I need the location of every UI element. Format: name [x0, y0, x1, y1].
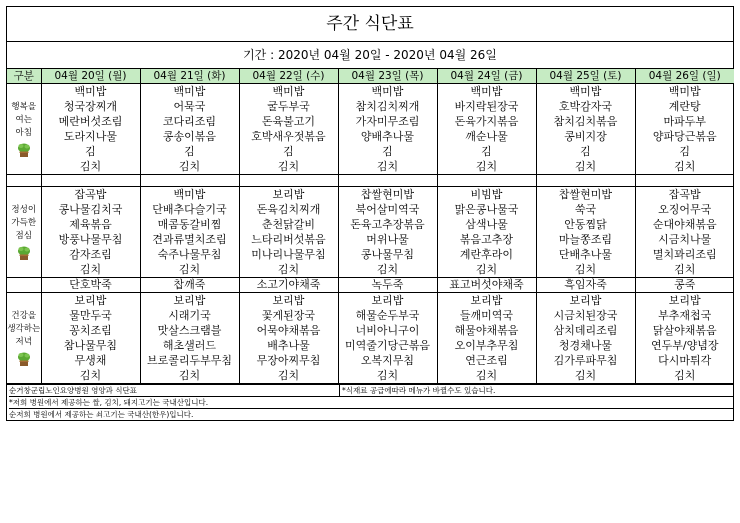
- menu-item: 너비아니구이: [355, 324, 420, 337]
- day-header: 04월 22일 (수): [239, 69, 338, 84]
- menu-item: 김치: [674, 369, 696, 382]
- menu-item: 해초샐러드: [162, 339, 217, 352]
- menu-item: 김치: [178, 263, 201, 276]
- menu-item: 김: [679, 145, 691, 158]
- menu-item: 보리밥: [470, 294, 503, 307]
- menu-item: 맑은콩나물국: [454, 203, 519, 216]
- meal-label-line: 정성이: [11, 204, 37, 215]
- menu-item: 닭살야채볶음: [652, 324, 717, 337]
- breakfast-day-cell: [338, 84, 437, 175]
- menu-item: 김치: [376, 263, 399, 276]
- menu-item: 호박새우젓볶음: [251, 130, 326, 143]
- menu-item: 연근조림: [465, 354, 508, 367]
- menu-item: 꽁치조림: [69, 324, 112, 337]
- menu-item: 김치: [79, 160, 102, 173]
- menu-item: 단배추다슬기국: [152, 203, 227, 216]
- menu-item: 백미밥: [74, 85, 107, 98]
- menu-item: 보리밥: [272, 188, 305, 201]
- menu-item: 청국장찌개: [63, 100, 118, 113]
- dinner-day-cell: [635, 293, 734, 384]
- menu-item: 계란후라이: [459, 248, 514, 261]
- potted-plant-icon: [16, 245, 32, 261]
- beef-origin-note: 순저희 병원에서 제공하는 쇠고기는 국내산(한우)입니다.: [9, 410, 194, 419]
- menu-item: 김치: [674, 160, 696, 173]
- menu-item: 김: [382, 145, 393, 158]
- menu-item: 삼치데리조림: [553, 324, 618, 337]
- menu-item: 오이부추무침: [454, 339, 519, 352]
- rice-origin-note: *저희 병원에서 제공하는 쌀, 김치, 돼지고기는 국내산입니다.: [9, 397, 733, 409]
- menu-item: 마파두부: [663, 115, 706, 128]
- dinner-row: [7, 293, 734, 384]
- potted-plant-icon: [16, 142, 32, 158]
- menu-item: 돈육가지볶음: [454, 115, 519, 128]
- lunch-day-cell: [239, 187, 338, 278]
- day-header: 04월 20일 (월): [41, 69, 140, 84]
- menu-item: 김: [85, 145, 96, 158]
- menu-item: 어묵국: [173, 100, 206, 113]
- menu-item: 연두부/양념장: [651, 339, 719, 352]
- menu-item: 볶음고추장: [459, 233, 514, 246]
- breakfast-day-cell: [239, 84, 338, 175]
- menu-item: 맛살스크램블: [157, 324, 222, 337]
- supply-note: *식재료 공급에따라 메뉴가 바뀔수도 있습니다.: [342, 386, 496, 395]
- meal-label-line: 여는: [15, 114, 32, 125]
- menu-item: 미역줄기당근볶음: [344, 339, 430, 352]
- menu-sheet: [6, 6, 734, 421]
- porridge-row: [7, 278, 734, 293]
- menu-item: 마늘쫑조림: [558, 233, 613, 246]
- menu-item: 김치: [475, 369, 498, 382]
- porridge-item: 흑임자죽: [536, 278, 635, 293]
- porridge-item: 콩죽: [635, 278, 734, 293]
- menu-item: 제육볶음: [69, 218, 112, 231]
- menu-item: 들깨미역국: [459, 309, 514, 322]
- menu-item: 꽃게된장국: [261, 309, 316, 322]
- menu-item: 김: [580, 145, 591, 158]
- lunch-day-cell: [41, 187, 140, 278]
- potted-plant-icon: [16, 351, 32, 367]
- meal-label-line: 건강을: [11, 310, 37, 321]
- menu-item: 참나물무침: [63, 339, 118, 352]
- lunch-day-cell: [536, 187, 635, 278]
- menu-item: 보리밥: [272, 294, 305, 307]
- menu-item: 견과류멸치조림: [152, 233, 227, 246]
- dinner-label: [7, 293, 41, 384]
- menu-item: 김: [481, 145, 492, 158]
- menu-item: 보리밥: [74, 294, 107, 307]
- menu-item: 김치: [178, 369, 201, 382]
- menu-item: 김: [184, 145, 195, 158]
- menu-item: 양파당근볶음: [652, 130, 717, 143]
- menu-item: 김치: [277, 369, 300, 382]
- menu-item: 해물순두부국: [355, 309, 420, 322]
- menu-item: 무생채: [74, 354, 107, 367]
- menu-item: 쑥국: [574, 203, 597, 216]
- dinner-day-cell: [239, 293, 338, 384]
- meal-label-line: 행복을: [11, 101, 37, 112]
- breakfast-day-cell: [41, 84, 140, 175]
- menu-item: 감자조림: [69, 248, 112, 261]
- breakfast-day-cell: [536, 84, 635, 175]
- menu-item: 순대야채볶음: [652, 218, 717, 231]
- notes-row: [9, 385, 733, 397]
- meal-label-line: 가득한: [11, 217, 37, 228]
- lunch-row: [7, 187, 734, 278]
- date-period: 기간 : 2020년 04월 20일 - 2020년 04월 26일: [7, 42, 733, 69]
- menu-item: 보리밥: [371, 294, 404, 307]
- menu-item: 숙주나물무침: [157, 248, 222, 261]
- menu-item: 시래기국: [168, 309, 211, 322]
- menu-item: 돈육김치찌개: [256, 203, 321, 216]
- porridge-item: 표고버섯야채죽: [437, 278, 536, 293]
- notes-section: [7, 384, 733, 420]
- menu-item: 찹쌀현미밥: [360, 188, 415, 201]
- menu-item: 김: [283, 145, 294, 158]
- meal-label-line: 아침: [15, 127, 32, 138]
- menu-item: 김치: [475, 263, 498, 276]
- menu-item: 참치김치찌개: [355, 100, 420, 113]
- menu-item: 삼색나물: [465, 218, 508, 231]
- menu-item: 백미밥: [272, 85, 305, 98]
- page-title: 주간 식단표: [7, 7, 733, 42]
- menu-item: 부추재첩국: [658, 309, 712, 322]
- menu-item: 잡곡밥: [668, 188, 701, 201]
- menu-item: 김치: [79, 369, 102, 382]
- menu-item: 오징어무국: [658, 203, 712, 216]
- menu-item: 김치: [376, 160, 399, 173]
- menu-item: 시금치나물: [658, 233, 712, 246]
- day-header: 04월 21일 (화): [140, 69, 239, 84]
- menu-item: 김치: [574, 160, 597, 173]
- porridge-item: 녹두죽: [338, 278, 437, 293]
- lunch-label: [7, 187, 41, 278]
- menu-item: 바지락된장국: [454, 100, 519, 113]
- lunch-day-cell: [635, 187, 734, 278]
- porridge-item: 소고기야채죽: [239, 278, 338, 293]
- weekly-menu-table: [7, 69, 734, 384]
- breakfast-label: [7, 84, 41, 175]
- day-header: 04월 25일 (토): [536, 69, 635, 84]
- porridge-item: 찹깨죽: [140, 278, 239, 293]
- menu-item: 호박감자국: [558, 100, 613, 113]
- menu-item: 도라지나물: [63, 130, 118, 143]
- menu-item: 코다리조림: [162, 115, 217, 128]
- menu-item: 어묵야채볶음: [256, 324, 321, 337]
- dinner-day-cell: [140, 293, 239, 384]
- menu-item: 깨순나물: [465, 130, 508, 143]
- menu-item: 김가루파무침: [553, 354, 618, 367]
- menu-item: 물만두국: [69, 309, 112, 322]
- menu-item: 계란탕: [668, 100, 701, 113]
- dinner-day-cell: [437, 293, 536, 384]
- breakfast-day-cell: [635, 84, 734, 175]
- menu-item: 미나리나물무침: [251, 248, 326, 261]
- menu-item: 느타리버섯볶음: [251, 233, 326, 246]
- day-header: 04월 23일 (목): [338, 69, 437, 84]
- menu-item: 보리밥: [569, 294, 602, 307]
- menu-item: 오복지무침: [360, 354, 415, 367]
- menu-item: 콩비지장: [564, 130, 607, 143]
- menu-item: 김치: [277, 263, 300, 276]
- menu-item: 김치: [674, 263, 696, 276]
- menu-item: 돈육불고기: [261, 115, 316, 128]
- menu-item: 가자미무조림: [355, 115, 420, 128]
- dinner-day-cell: [338, 293, 437, 384]
- menu-item: 백미밥: [173, 188, 206, 201]
- lunch-day-cell: [140, 187, 239, 278]
- header-row: [7, 69, 734, 84]
- menu-item: 배추나물: [267, 339, 310, 352]
- lunch-day-cell: [338, 187, 437, 278]
- menu-item: 굴두부국: [267, 100, 310, 113]
- menu-item: 방풍나물무침: [58, 233, 123, 246]
- dinner-day-cell: [536, 293, 635, 384]
- day-header: 04월 26일 (일): [635, 69, 734, 84]
- breakfast-day-cell: [437, 84, 536, 175]
- menu-item: 메란버섯조림: [58, 115, 123, 128]
- meal-label-line: 저녁: [15, 336, 32, 347]
- menu-item: 백미밥: [668, 85, 701, 98]
- menu-item: 청경채나물: [558, 339, 613, 352]
- menu-item: 무장아찌무침: [256, 354, 321, 367]
- lunch-day-cell: [437, 187, 536, 278]
- menu-item: 찹쌀현미밥: [558, 188, 613, 201]
- menu-item: 김치: [574, 263, 597, 276]
- menu-item: 참치김치볶음: [553, 115, 618, 128]
- menu-item: 돈육고추장볶음: [350, 218, 425, 231]
- menu-item: 멸치꽈리조림: [652, 248, 717, 261]
- menu-item: 보리밥: [173, 294, 206, 307]
- menu-item: 안동찜닭: [564, 218, 607, 231]
- menu-item: 콩나물무침: [360, 248, 415, 261]
- menu-item: 보리밥: [668, 294, 701, 307]
- menu-item: 잡곡밥: [74, 188, 107, 201]
- category-header: 구분: [7, 69, 41, 84]
- menu-item: 콩나물김치국: [58, 203, 123, 216]
- menu-item: 백미밥: [470, 85, 503, 98]
- dinner-day-cell: [41, 293, 140, 384]
- day-header: 04월 24일 (금): [437, 69, 536, 84]
- facility-note: 순거창군립노인요양병원 영양과 식단표: [9, 385, 340, 396]
- menu-item: 북어살미역국: [355, 203, 420, 216]
- porridge-item: 단호박죽: [41, 278, 140, 293]
- menu-item: 콩송이볶음: [162, 130, 217, 143]
- menu-item: 백미밥: [569, 85, 602, 98]
- menu-item: 김치: [178, 160, 201, 173]
- breakfast-day-cell: [140, 84, 239, 175]
- meal-label-line: 생각하는: [7, 323, 41, 334]
- menu-item: 백미밥: [371, 85, 404, 98]
- menu-item: 김치: [277, 160, 300, 173]
- meal-label-line: 점심: [15, 230, 32, 241]
- menu-item: 다시마튀각: [658, 354, 712, 367]
- menu-item: 춘천닭갈비: [261, 218, 316, 231]
- menu-item: 김치: [475, 160, 498, 173]
- menu-item: 시금치된장국: [553, 309, 618, 322]
- menu-item: 매콤동갈비찜: [157, 218, 222, 231]
- menu-item: 단배추나물: [558, 248, 613, 261]
- menu-item: 김치: [376, 369, 399, 382]
- menu-item: 김치: [79, 263, 102, 276]
- menu-item: 해물야채볶음: [454, 324, 519, 337]
- spacer-row: [7, 175, 734, 187]
- menu-item: 백미밥: [173, 85, 206, 98]
- menu-item: 김치: [574, 369, 597, 382]
- menu-item: 양배추나물: [360, 130, 415, 143]
- breakfast-row: [7, 84, 734, 175]
- menu-item: 브로콜리두부무침: [146, 354, 232, 367]
- menu-item: 머위나물: [366, 233, 409, 246]
- menu-item: 비빔밥: [470, 188, 503, 201]
